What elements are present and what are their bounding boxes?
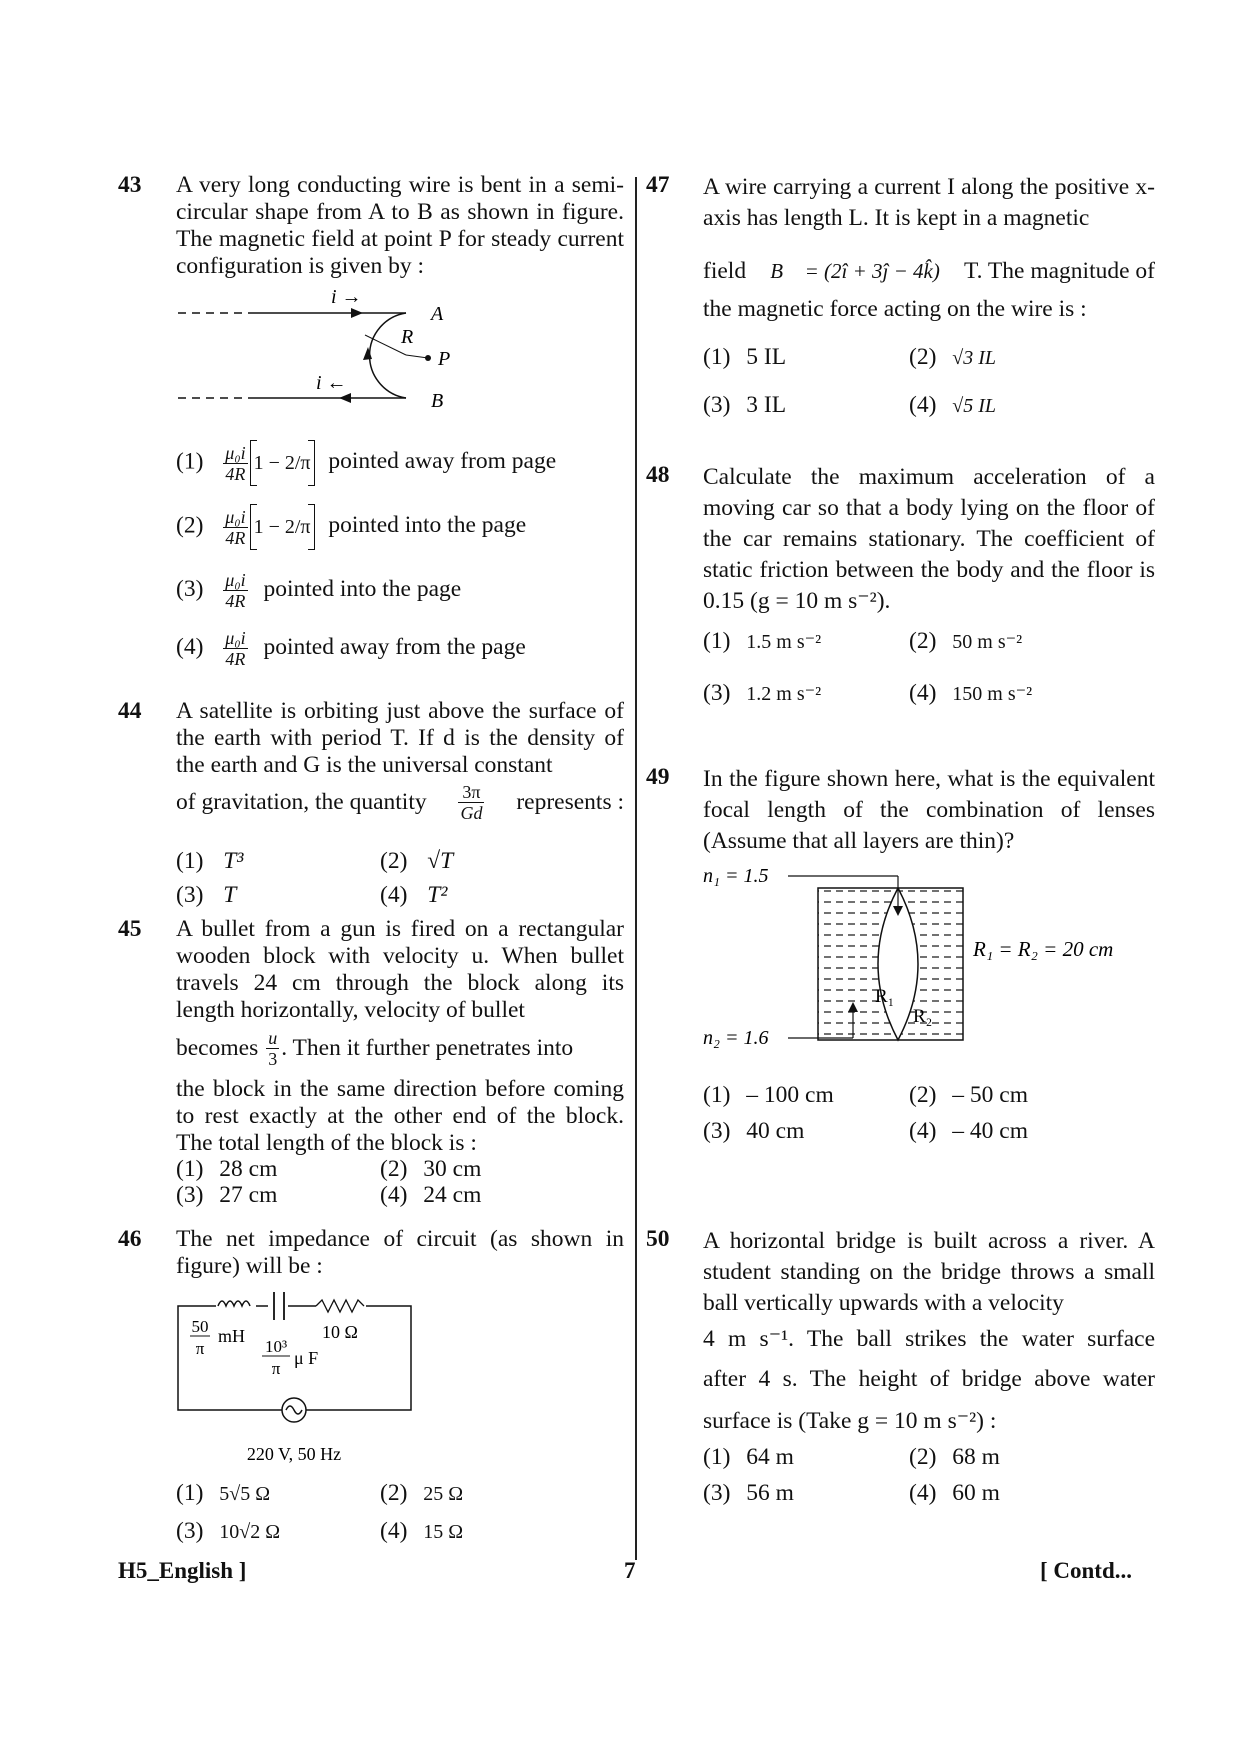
point-a-label: A bbox=[431, 303, 444, 325]
footer-page-number: 7 bbox=[624, 1558, 636, 1583]
option-3[interactable]: (3) $\frac{\text{μ₀i}}{4R}$ pointed into the page bbox=[176, 570, 462, 611]
option-3[interactable]: (3) T bbox=[176, 882, 237, 908]
option-1[interactable]: (1) 28 cm bbox=[176, 1156, 278, 1182]
wire-figure bbox=[176, 285, 476, 425]
question-text-line-3: after 4 s. The height of bridge above water bbox=[703, 1366, 1155, 1392]
inductor-unit: mH bbox=[218, 1326, 245, 1346]
field-expression: B⃗ = (2î + 3ĵ − 4k̂) bbox=[770, 259, 940, 283]
option-4[interactable]: (4) 15 Ω bbox=[380, 1518, 464, 1544]
question-text: A bullet from a gun is fired on a rectangular wooden block with velocity u. When bullet travels 24 cm through the block along its length horizontally, velocity of bullet bbox=[176, 916, 624, 1023]
option-1[interactable]: (1) $\frac{\text{μ₀i}}{4R}$ 1 − 2/π pointed away from page bbox=[176, 440, 556, 486]
inductor-num: 50 bbox=[191, 1317, 209, 1336]
question-number: 45 bbox=[118, 916, 142, 942]
question-text: The net impedance of circuit (as shown in figure) will be : bbox=[176, 1226, 624, 1279]
option-2[interactable]: (2) 68 m bbox=[909, 1444, 1000, 1470]
option-1[interactable]: (1) 5 IL bbox=[703, 344, 787, 370]
question-number: 44 bbox=[118, 698, 142, 724]
point-p-label: P bbox=[438, 348, 451, 370]
point-b-label: B bbox=[431, 390, 444, 412]
option-1[interactable]: (1) T³ bbox=[176, 848, 244, 874]
question-number: 50 bbox=[646, 1226, 670, 1252]
option-1[interactable]: (1) – 100 cm bbox=[703, 1082, 834, 1108]
bottom-current-label: i ← bbox=[316, 372, 347, 394]
option-1[interactable]: (1) 5√5 Ω bbox=[176, 1480, 271, 1506]
cap-num: 10³ bbox=[264, 1337, 288, 1356]
radius-label: R bbox=[401, 326, 414, 348]
question-text: A wire carrying a current I along the positive x-axis has length L. It is kept in a magnetic bbox=[703, 174, 1155, 231]
r2-label: R₂ bbox=[913, 1006, 933, 1027]
option-3[interactable]: (3) 56 m bbox=[703, 1480, 794, 1506]
option-4[interactable]: (4) T² bbox=[380, 882, 448, 908]
option-3[interactable]: (3) 40 cm bbox=[703, 1118, 805, 1144]
option-2[interactable]: (2) √T bbox=[380, 848, 454, 874]
option-4[interactable]: (4) 150 m s⁻² bbox=[909, 680, 1033, 706]
column-divider bbox=[635, 177, 637, 1560]
option-3[interactable]: (3) 10√2 Ω bbox=[176, 1518, 281, 1544]
question-text-line: of gravitation, the quantity $\frac{3\pi}{Gd}$ represents : bbox=[176, 782, 624, 823]
question-text-continued: the block in the same direction before coming to rest exactly at the other end of the block. The total length of the block is : bbox=[176, 1076, 624, 1156]
circuit-figure bbox=[176, 1290, 436, 1470]
question-text-line-4: surface is (Take g = 10 m s⁻²) : bbox=[703, 1408, 997, 1434]
inductor-den: π bbox=[195, 1339, 205, 1358]
lens-figure bbox=[703, 864, 1133, 1064]
option-2[interactable]: (2) 30 cm bbox=[380, 1156, 482, 1182]
option-4[interactable]: (4) $\frac{\text{μ₀i}}{4R}$ pointed away from the page bbox=[176, 628, 526, 669]
option-4[interactable]: (4) 60 m bbox=[909, 1480, 1000, 1506]
option-4[interactable]: (4) – 40 cm bbox=[909, 1118, 1028, 1144]
question-text: A very long conducting wire is bent in a semi-circular shape from A to B as shown in figure. The magnetic field at point P for steady current configuration is given by : bbox=[176, 172, 624, 279]
question-text-line-2: 4 m s⁻¹. The ball strikes the water surface bbox=[703, 1326, 1155, 1352]
option-3[interactable]: (3) 1.2 m s⁻² bbox=[703, 680, 822, 706]
cap-unit: μ F bbox=[294, 1348, 319, 1368]
source-label: 220 V, 50 Hz bbox=[246, 1444, 342, 1464]
option-4[interactable]: (4) 24 cm bbox=[380, 1182, 482, 1208]
option-2[interactable]: (2) √3 IL bbox=[909, 344, 997, 370]
question-text: A satellite is orbiting just above the surface of the earth with period T. If d is the density of the earth and G is the universal constant bbox=[176, 698, 624, 778]
question-text: In the figure shown here, what is the equivalent focal length of the combination of lenses (Assume that all layers are thin)? bbox=[703, 766, 1155, 854]
n2-label: n₂ = 1.6 bbox=[703, 1027, 769, 1049]
option-4[interactable]: (4) √5 IL bbox=[909, 392, 997, 418]
question-text: Calculate the maximum acceleration of a moving car so that a body lying on the floor of the car remains stationary. The coefficient of static friction between the body and the floor is 0.15 (g = 10 m s⁻²). bbox=[703, 464, 1155, 614]
option-1[interactable]: (1) 64 m bbox=[703, 1444, 794, 1470]
footer-paper-code: H5_English ] bbox=[118, 1558, 247, 1583]
n1-label: n₁ = 1.5 bbox=[703, 865, 769, 887]
question-text: A horizontal bridge is built across a river. A student standing on the bridge throws a small ball vertically upwards with a velocity bbox=[703, 1228, 1155, 1316]
question-number: 43 bbox=[118, 172, 142, 198]
option-3[interactable]: (3) 27 cm bbox=[176, 1182, 278, 1208]
footer-continued: [ Contd... bbox=[1040, 1558, 1133, 1583]
option-2[interactable]: (2) – 50 cm bbox=[909, 1082, 1028, 1108]
option-3[interactable]: (3) 3 IL bbox=[703, 392, 787, 418]
question-number: 47 bbox=[646, 172, 670, 198]
option-1[interactable]: (1) 1.5 m s⁻² bbox=[703, 628, 822, 654]
radii-label: R₁ = R₂ = 20 cm bbox=[973, 937, 1114, 961]
option-2[interactable]: (2) $\frac{\text{μ₀i}}{4R}$ 1 − 2/π pointed into the page bbox=[176, 504, 526, 550]
question-text-continued: the magnetic force acting on the wire is : bbox=[703, 296, 1087, 322]
resistor-label: 10 Ω bbox=[322, 1322, 358, 1342]
r1-label: R₁ bbox=[875, 986, 895, 1007]
question-text-line: field B⃗ = (2î + 3ĵ − 4k̂) T. The magnitude of bbox=[703, 256, 1155, 287]
cap-den: π bbox=[271, 1359, 281, 1378]
question-number: 46 bbox=[118, 1226, 142, 1252]
question-number: 49 bbox=[646, 764, 670, 790]
question-text-line: becomes $\frac{u}{3}$ . Then it further penetrates into bbox=[176, 1028, 574, 1069]
option-2[interactable]: (2) 25 Ω bbox=[380, 1480, 464, 1506]
top-current-label: i → bbox=[331, 286, 362, 308]
option-2[interactable]: (2) 50 m s⁻² bbox=[909, 628, 1023, 654]
question-number: 48 bbox=[646, 462, 670, 488]
